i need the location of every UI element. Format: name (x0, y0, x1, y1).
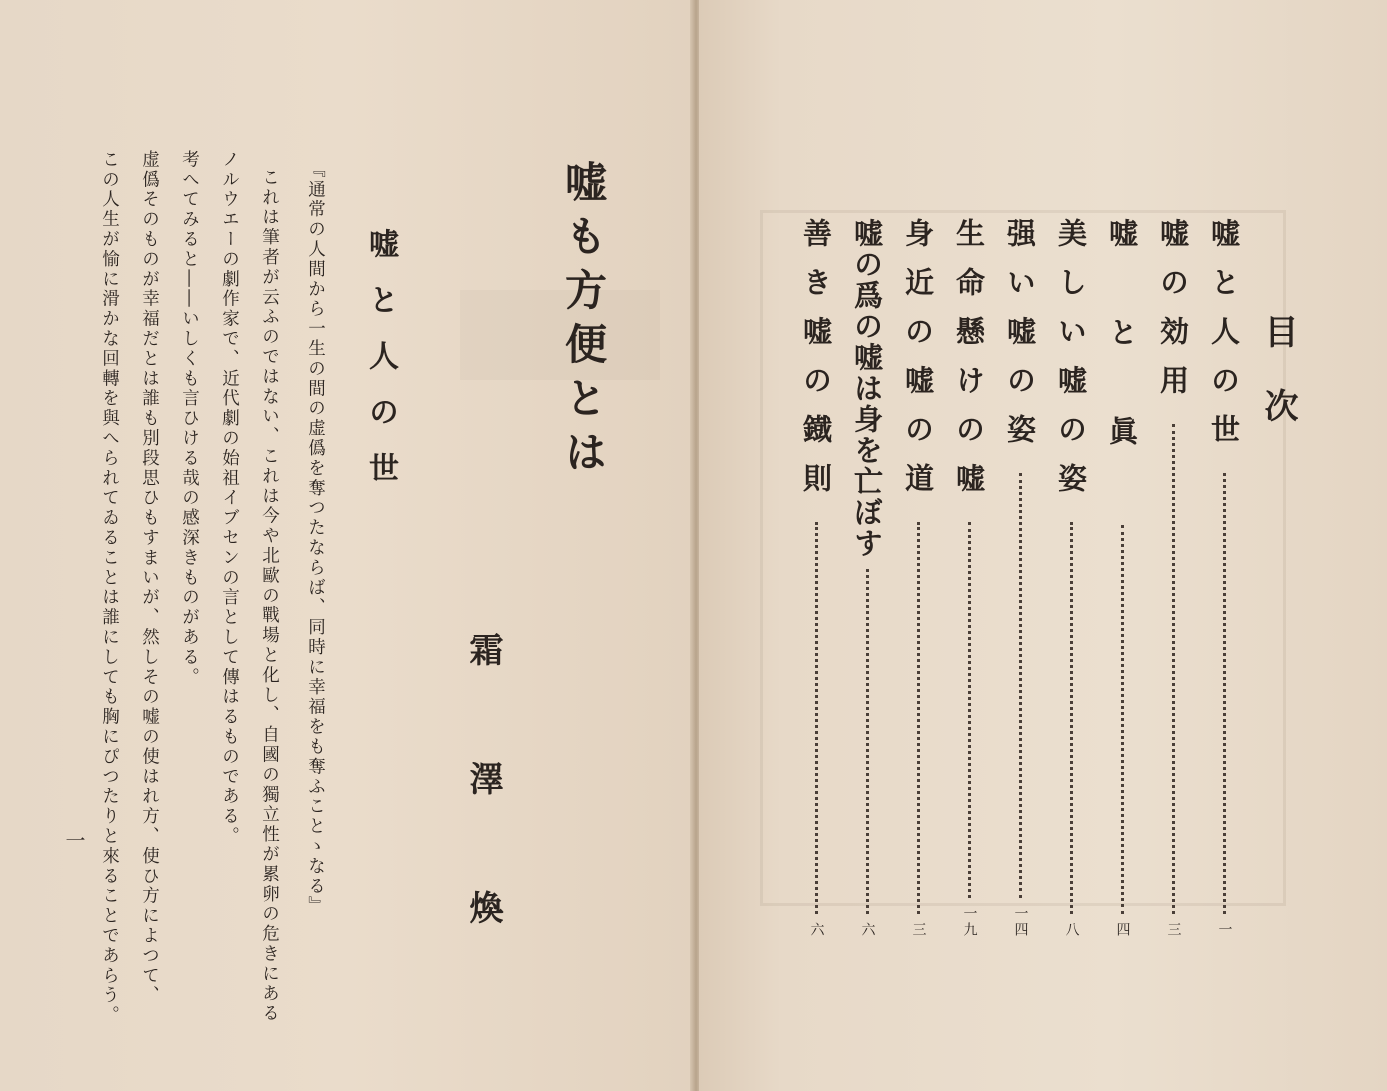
toc-entry-title: 生命懸けの嘘 (952, 218, 986, 512)
toc-entry[interactable] (847, 218, 888, 938)
toc-entry-title: 美しい嘘の姿 (1054, 218, 1088, 512)
toc-entry[interactable] (1102, 218, 1143, 938)
toc-entry-page: 四 (1114, 922, 1131, 938)
body-line-2: これは筆者が云ふのではない、これは今や北歐の戰場と化し、自國の獨立性が累卵の危きにある (259, 168, 280, 1024)
body-line-4: 考へてみると――いしくも言ひける哉の感深きものがある。 (179, 150, 200, 688)
toc-leader-dots (1070, 522, 1073, 914)
body-line-3: ノルウエーの劇作家で、近代劇の始祖イブセンの言として傳はるものである。 (219, 150, 240, 847)
toc-entry-title: 强い嘘の姿 (1003, 218, 1037, 463)
toc-entry-title: 嘘と眞 (1105, 218, 1139, 515)
toc-entry[interactable] (1204, 218, 1245, 938)
body-line-6: この人生が愉に滑かな回轉を與へられてゐることは誰にしても胸にぴつたりと來ることであらう。 (99, 150, 120, 1026)
toc-entry-page: 八 (1063, 922, 1080, 938)
toc-entry-page: 一 (1216, 922, 1233, 938)
body-line-1: 『通常の人間から一生の間の虚僞を奪つたならば、同時に幸福をも奪ふことゝなる』 (305, 160, 326, 917)
toc-leader-dots (1019, 473, 1022, 898)
toc-leader-dots (1223, 473, 1226, 914)
toc-entry[interactable] (1051, 218, 1092, 938)
toc-entry[interactable] (1000, 218, 1041, 938)
toc-entry-page: 六 (859, 922, 876, 938)
toc-entry-page: 三 (1165, 922, 1182, 938)
toc-entry[interactable] (796, 218, 837, 938)
toc-heading: 目次 (1258, 314, 1298, 462)
section-heading: 嘘と人の世 (363, 228, 398, 508)
toc-leader-dots (866, 569, 869, 914)
toc-entry[interactable] (898, 218, 939, 938)
toc-entry-title: 嘘の効用 (1156, 218, 1190, 414)
toc-entry-title: 嘘と人の世 (1207, 218, 1241, 463)
toc-entry[interactable] (1153, 218, 1194, 938)
author-name: 霜澤煥 (463, 632, 503, 1019)
toc-entry-page: 一九 (961, 906, 978, 938)
toc-leader-dots (1172, 424, 1175, 914)
toc-leader-dots (815, 522, 818, 914)
toc-entry-page: 三 (910, 922, 927, 938)
toc-entry-title: 善き嘘の鐡則 (799, 218, 833, 512)
toc-leader-dots (968, 522, 971, 898)
toc-entry[interactable] (949, 218, 990, 938)
body-line-5: 虚僞そのものが幸福だとは誰も別段思ひもすまいが、然しその嘘の使はれ方、使ひ方によつて、 (139, 150, 160, 1006)
toc-leader-dots (917, 522, 920, 914)
toc-entry-page: 六 (808, 922, 825, 938)
toc-entry-title: 嘘の爲の嘘は身を亡ぼす (850, 218, 884, 559)
toc-leader-dots (1121, 525, 1124, 914)
toc-entry-title: 身近の嘘の道 (901, 218, 935, 512)
right-page (699, 0, 1387, 1091)
toc-entry-page: 一四 (1012, 906, 1029, 938)
page-number: 一 (62, 830, 86, 850)
article-title: 嘘も方便とは (559, 160, 608, 484)
